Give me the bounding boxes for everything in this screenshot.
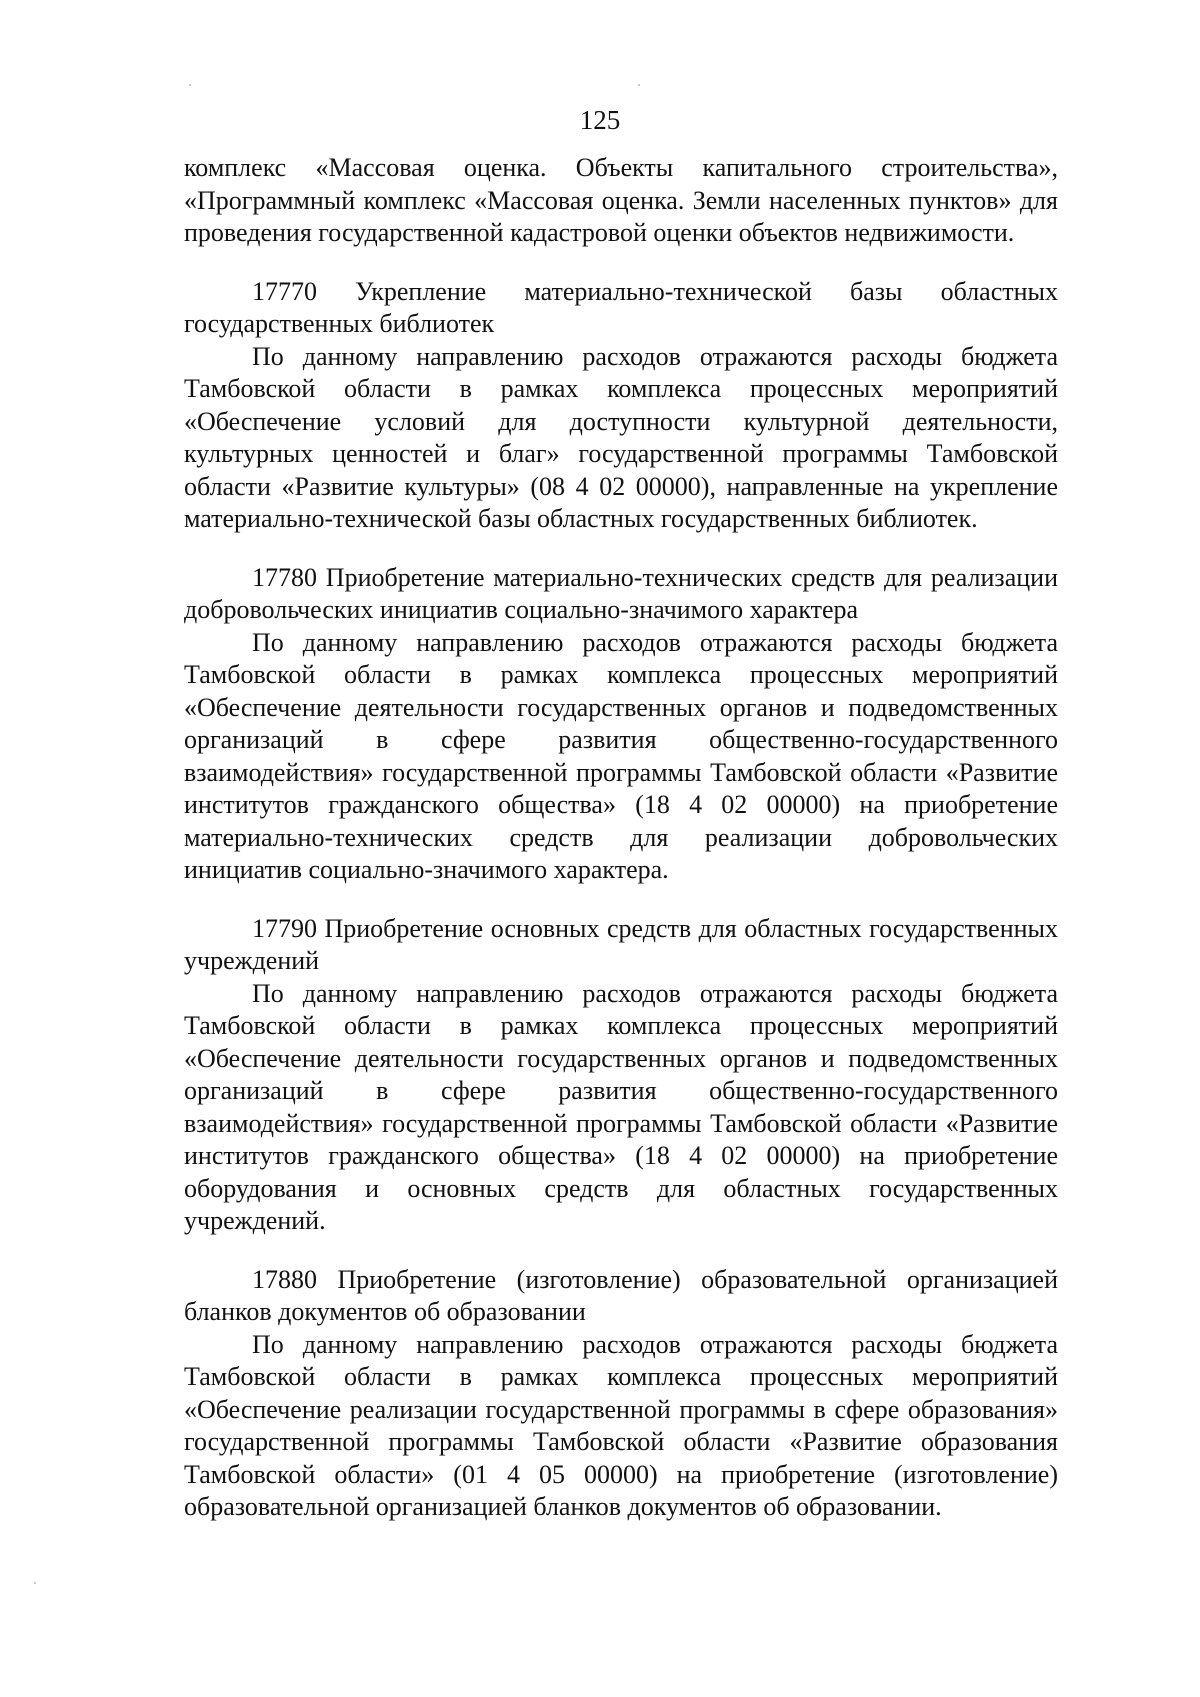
section-17790 [184, 913, 1058, 1238]
continuation-block [184, 152, 1058, 250]
section-body: По данному направлению расходов отражаются расходы бюджета Тамбовской области в рамках комплекса процессных мероприятий «Обеспечение реализации государственной программы в сфере образования» государственной программы Тамбовской области «Развитие образования Тамбовской области» (01 4 05 00000) на приобретение (изготовление) образовательной организацией бланков документов об образовании. [184, 1329, 1058, 1521]
section-heading: 17790 Приобретение основных средств для областных государственных учреждений [184, 913, 1058, 975]
section-17770 [184, 276, 1058, 536]
section-heading: 17780 Приобретение материально-технических средств для реализации добровольческих инициатив социально-значимого характера [184, 562, 1058, 624]
scan-speck [638, 84, 640, 86]
scan-speck [189, 84, 191, 86]
scan-speck [34, 1582, 36, 1584]
section-17780 [184, 562, 1058, 887]
section-heading: 17770 Укрепление материально-технической базы областных государственных библиотек [184, 276, 1058, 338]
section-body: По данному направлению расходов отражаются расходы бюджета Тамбовской области в рамках комплекса процессных мероприятий «Обеспечение деятельности государственных органов и подведомственных организаций в сфере развития общественно-государственного взаимодействия» государственной программы Тамбовской области «Развитие институтов гражданского общества» (18 4 02 00000) на приобретение материально-технических средств для реализации добровольческих инициатив социально-значимого характера. [184, 627, 1058, 884]
section-17880 [184, 1264, 1058, 1524]
section-body: По данному направлению расходов отражаются расходы бюджета Тамбовской области в рамках комплекса процессных мероприятий «Обеспечение деятельности государственных органов и подведомственных организаций в сфере развития общественно-государственного взаимодействия» государственной программы Тамбовской области «Развитие институтов гражданского общества» (18 4 02 00000) на приобретение оборудования и основных средств для областных государственных учреждений. [184, 978, 1058, 1235]
section-heading: 17880 Приобретение (изготовление) образовательной организацией бланков документов об образовании [184, 1264, 1058, 1326]
document-body [184, 152, 1058, 1524]
section-body: По данному направлению расходов отражаются расходы бюджета Тамбовской области в рамках комплекса процессных мероприятий «Обеспечение условий для доступности культурной деятельности, культурных ценностей и благ» государственной программы Тамбовской области «Развитие культуры» (08 4 02 00000), направленные на укрепление материально-технической базы областных государственных библиотек. [184, 341, 1058, 533]
continuation-paragraph: комплекс «Массовая оценка. Объекты капитального строительства», «Программный комплекс «Массовая оценка. Земли населенных пунктов» для проведения государственной кадастровой оценки объектов недвижимости. [184, 153, 1058, 247]
page-number: 125 [579, 105, 621, 135]
